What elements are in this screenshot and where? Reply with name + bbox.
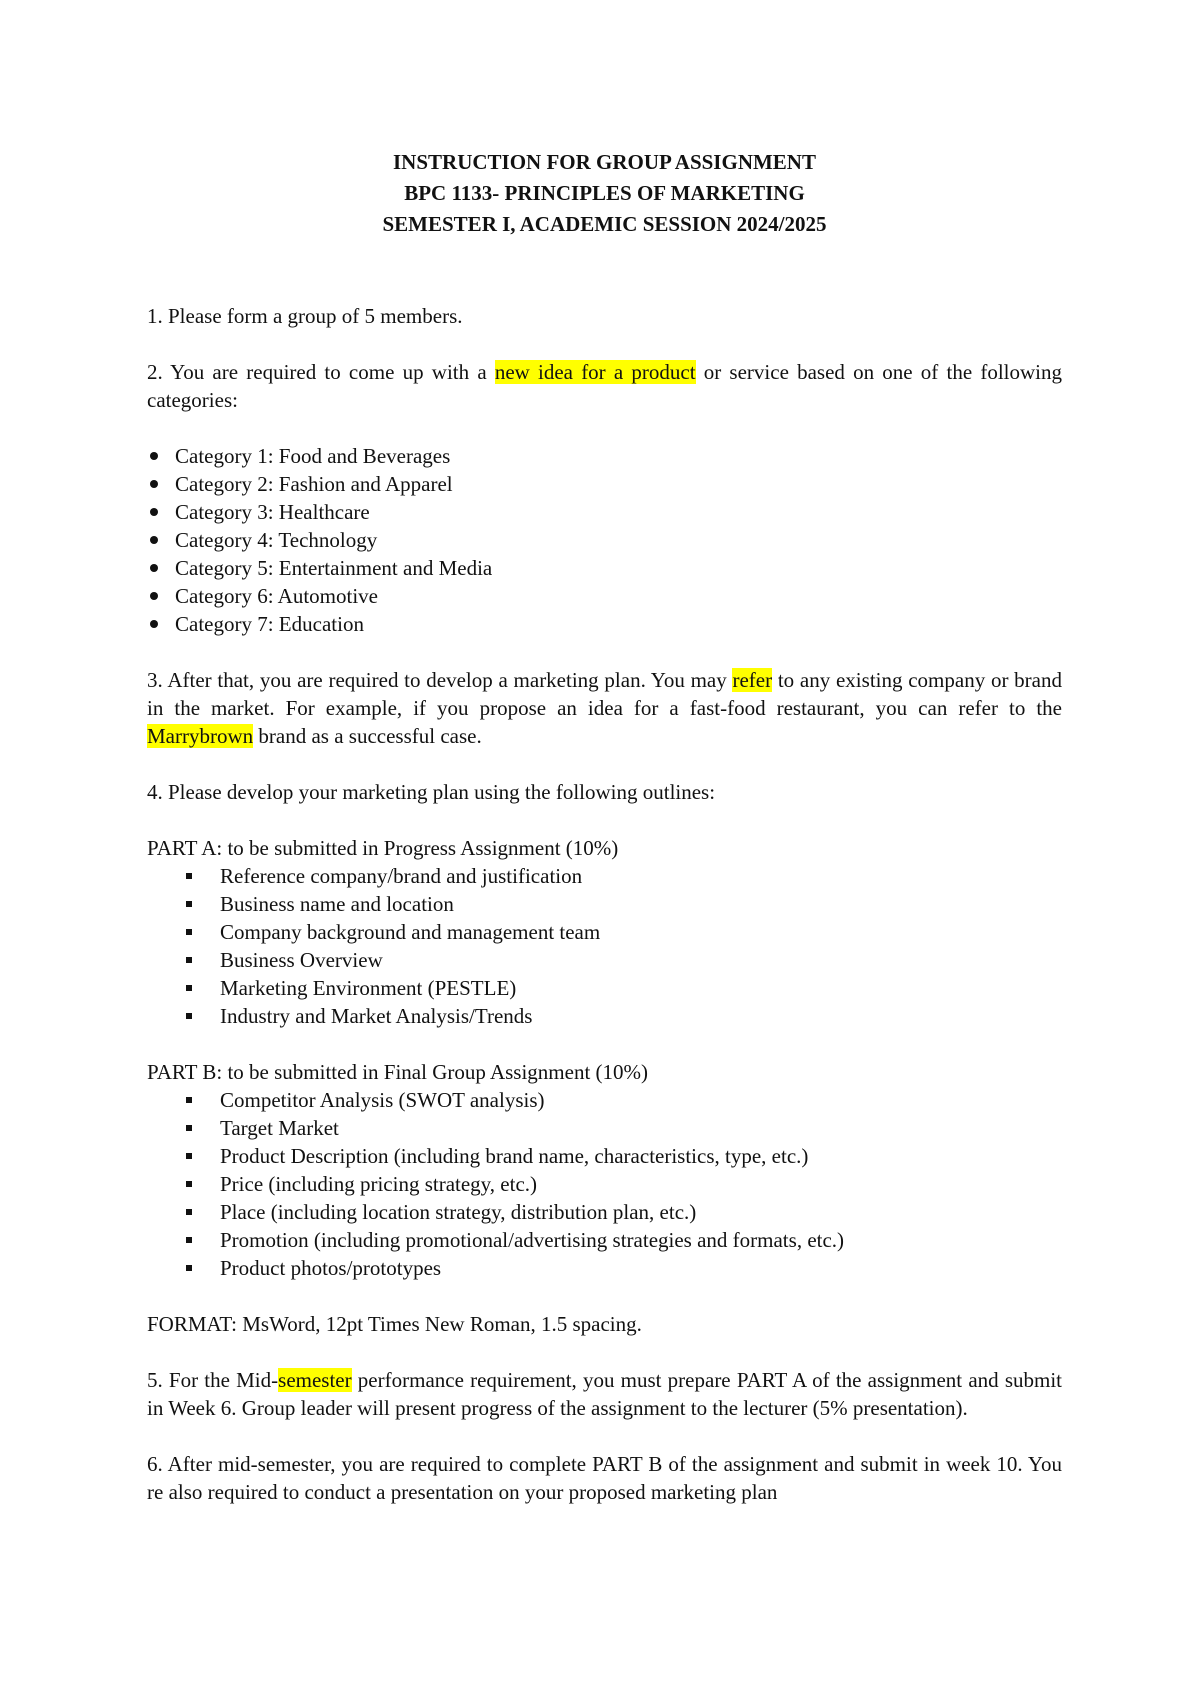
list-item: Business Overview <box>147 946 1062 974</box>
list-item: Category 2: Fashion and Apparel <box>147 470 1062 498</box>
list-item: Price (including pricing strategy, etc.) <box>147 1170 1062 1198</box>
list-item: Category 5: Entertainment and Media <box>147 554 1062 582</box>
list-item: Competitor Analysis (SWOT analysis) <box>147 1086 1062 1114</box>
highlight-marrybrown: Marrybrown <box>147 724 254 748</box>
list-item: Place (including location strategy, distribution plan, etc.) <box>147 1198 1062 1226</box>
part-b-heading: PART B: to be submitted in Final Group Assignment (10%) <box>147 1060 649 1084</box>
list-item: Industry and Market Analysis/Trends <box>147 1002 1062 1030</box>
instruction-3: 3. After that, you are required to develop a marketing plan. You may refer to any existing company or brand in the market. For example, if you propose an idea for a fast-food restaurant, you can refer to the Marrybrown brand as a successful case. <box>147 668 1062 748</box>
format-note: FORMAT: MsWord, 12pt Times New Roman, 1.5 spacing. <box>147 1312 642 1336</box>
list-item: Category 4: Technology <box>147 526 1062 554</box>
list-item: Marketing Environment (PESTLE) <box>147 974 1062 1002</box>
category-list <box>147 442 1062 638</box>
list-item: Promotion (including promotional/advertising strategies and formats, etc.) <box>147 1226 1062 1254</box>
semester-title: SEMESTER I, ACADEMIC SESSION 2024/2025 <box>382 212 827 236</box>
highlight-new-idea: new idea for a product <box>494 360 696 384</box>
document-title: INSTRUCTION FOR GROUP ASSIGNMENT <box>393 150 816 174</box>
instruction-1: 1. Please form a group of 5 members. <box>147 304 463 328</box>
instruction-5: 5. For the Mid-semester performance requirement, you must prepare PART A of the assignment and submit in Week 6. Group leader will present progress of the assignment to the lecturer (5% presentation). <box>147 1368 1063 1420</box>
part-a-heading: PART A: to be submitted in Progress Assignment (10%) <box>147 836 619 860</box>
list-item: Business name and location <box>147 890 1062 918</box>
instruction-6: 6. After mid-semester, you are required to complete PART B of the assignment and submit in week 10. You re also required to conduct a presentation on your proposed marketing plan <box>147 1452 1062 1504</box>
instruction-4: 4. Please develop your marketing plan using the following outlines: <box>147 780 716 804</box>
instruction-2: 2. You are required to come up with a new idea for a product or service based on one of the following categories: <box>147 360 1062 412</box>
highlight-refer: refer <box>732 668 773 692</box>
part-b-list <box>147 1086 1062 1282</box>
list-item: Reference company/brand and justification <box>147 862 1062 890</box>
list-item: Category 3: Healthcare <box>147 498 1062 526</box>
list-item: Product photos/prototypes <box>147 1254 1062 1282</box>
list-item: Category 1: Food and Beverages <box>147 442 1062 470</box>
highlight-semester: semester <box>278 1368 352 1392</box>
list-item: Category 7: Education <box>147 610 1062 638</box>
document-body <box>147 147 1062 1506</box>
list-item: Category 6: Automotive <box>147 582 1062 610</box>
part-a-list <box>147 862 1062 1030</box>
list-item: Product Description (including brand name, characteristics, type, etc.) <box>147 1142 1062 1170</box>
list-item: Target Market <box>147 1114 1062 1142</box>
list-item: Company background and management team <box>147 918 1062 946</box>
course-title: BPC 1133- PRINCIPLES OF MARKETING <box>404 181 805 205</box>
